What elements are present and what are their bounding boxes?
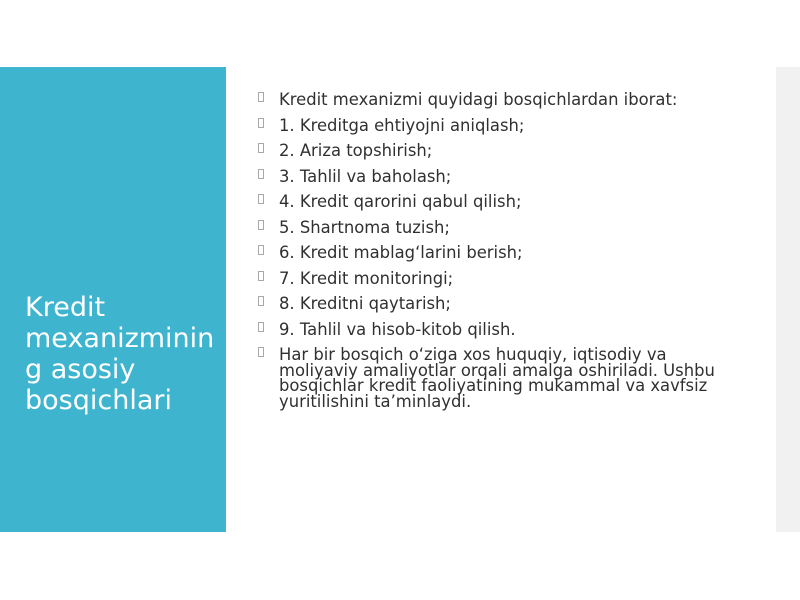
bullet-item-step-1 [258,115,733,135]
square-bullet-icon [258,347,266,359]
bullet-item-step-4 [258,194,733,210]
bullet-item-step-8 [258,296,733,312]
square-bullet-icon [258,220,266,232]
bullet-text: Kredit mexanizmi quyidagi bosqichlardan iborat: [279,90,678,109]
bullet-text: Har bir bosqich o‘ziga xos huquqiy, iqtisodiy va moliyaviy amaliyotlar orqali amalga oshiriladi. Ushbu bosqichlar kredit faoliyatining mukammal va xavfsiz yuritilishini ta’minlaydi. [279,345,715,411]
bullet-text: 2. Ariza topshirish; [279,141,433,160]
bullet-item-step-9 [258,319,733,339]
right-side-bar [776,67,800,532]
slide-title: Kredit mexanizmining asosiy bosqichlari [25,292,215,416]
bullet-text: 7. Kredit monitoringi; [279,268,454,288]
bullet-text: 1. Kreditga ehtiyojni aniqlash; [279,115,525,135]
square-bullet-icon [258,118,266,130]
bullet-item-step-6 [258,245,733,261]
square-bullet-icon [258,169,266,181]
bullet-item-summary [258,347,733,409]
bullet-text: 9. Tahlil va hisob-kitob qilish. [279,319,516,339]
bullet-text: 5. Shartnoma tuzish; [279,217,450,237]
bullet-item-step-5 [258,217,733,237]
title-panel [0,67,226,532]
bullet-text: 4. Kredit qarorini qabul qilish; [279,192,522,211]
bullet-item-intro [258,92,733,108]
square-bullet-icon [258,271,266,283]
bullet-text: 8. Kreditni qaytarish; [279,294,451,313]
square-bullet-icon [258,296,266,308]
square-bullet-icon [258,92,266,104]
bullet-item-step-2 [258,143,733,159]
bullet-text: 6. Kredit mablag‘larini berish; [279,243,523,262]
bullet-item-step-7 [258,268,733,288]
square-bullet-icon [258,194,266,206]
square-bullet-icon [258,143,266,155]
bullet-text: 3. Tahlil va baholash; [279,166,452,186]
bullet-item-step-3 [258,166,733,186]
square-bullet-icon [258,245,266,257]
bullet-list [258,92,733,419]
square-bullet-icon [258,322,266,334]
